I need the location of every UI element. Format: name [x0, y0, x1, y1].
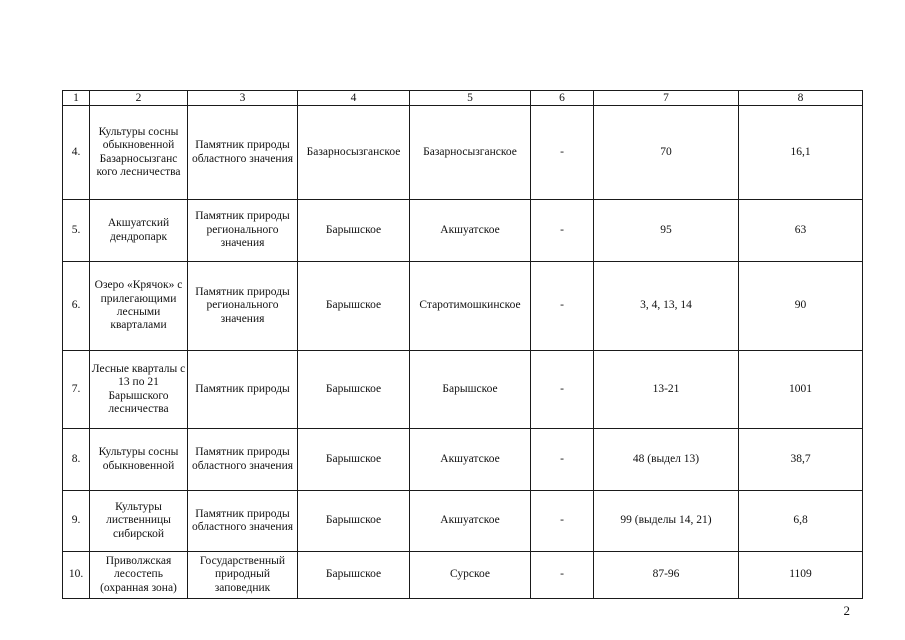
object-category: Памятник природы регионального значения: [188, 262, 298, 351]
object-name: Культуры сосны обыкновенной: [90, 429, 188, 491]
forestry: Базарносызганское: [298, 106, 410, 200]
table-row: [63, 552, 863, 599]
object-name: Озеро «Крячок» с прилегающими лесными кварталами: [90, 262, 188, 351]
column-header: 8: [739, 91, 863, 106]
quarters: 3, 4, 13, 14: [594, 262, 739, 351]
area: 1109: [739, 552, 863, 599]
object-category: Памятник природы областного значения: [188, 106, 298, 200]
column-6-value: -: [531, 106, 594, 200]
table-row: [63, 351, 863, 429]
quarters: 48 (выдел 13): [594, 429, 739, 491]
table-row: [63, 491, 863, 552]
column-header: 5: [410, 91, 531, 106]
column-6-value: -: [531, 200, 594, 262]
object-name: Акшуатский дендропарк: [90, 200, 188, 262]
row-number: 9.: [63, 491, 90, 552]
quarters: 95: [594, 200, 739, 262]
area: 1001: [739, 351, 863, 429]
column-header: 4: [298, 91, 410, 106]
object-name: Приволжская лесостепь (охранная зона): [90, 552, 188, 599]
table-row: [63, 262, 863, 351]
table-row: [63, 429, 863, 491]
column-6-value: -: [531, 552, 594, 599]
area: 38,7: [739, 429, 863, 491]
object-category: Памятник природы: [188, 351, 298, 429]
column-header: 6: [531, 91, 594, 106]
object-name: Культуры лиственницы сибирской: [90, 491, 188, 552]
column-6-value: -: [531, 351, 594, 429]
object-name: Культуры сосны обыкновенной Базарносызганс кого лесничества: [90, 106, 188, 200]
column-header: 1: [63, 91, 90, 106]
protected-areas-table: [62, 90, 863, 599]
district-forestry: Барышское: [410, 351, 531, 429]
district-forestry: Акшуатское: [410, 429, 531, 491]
column-6-value: -: [531, 429, 594, 491]
district-forestry: Акшуатское: [410, 491, 531, 552]
column-header: 3: [188, 91, 298, 106]
district-forestry: Базарносызганское: [410, 106, 531, 200]
object-category: Памятник природы областного значения: [188, 429, 298, 491]
quarters: 87-96: [594, 552, 739, 599]
object-category: Государственный природный заповедник: [188, 552, 298, 599]
column-header: 2: [90, 91, 188, 106]
object-category: Памятник природы областного значения: [188, 491, 298, 552]
page-number: 2: [843, 603, 850, 618]
area: 90: [739, 262, 863, 351]
quarters: 70: [594, 106, 739, 200]
row-number: 8.: [63, 429, 90, 491]
row-number: 10.: [63, 552, 90, 599]
area: 6,8: [739, 491, 863, 552]
forestry: Барышское: [298, 351, 410, 429]
column-6-value: -: [531, 491, 594, 552]
table-header-row: [63, 91, 863, 106]
district-forestry: Старотимошкинское: [410, 262, 531, 351]
object-category: Памятник природы регионального значения: [188, 200, 298, 262]
row-number: 7.: [63, 351, 90, 429]
row-number: 5.: [63, 200, 90, 262]
district-forestry: Акшуатское: [410, 200, 531, 262]
table-row: [63, 106, 863, 200]
column-header: 7: [594, 91, 739, 106]
area: 63: [739, 200, 863, 262]
table-row: [63, 200, 863, 262]
district-forestry: Сурское: [410, 552, 531, 599]
forestry: Барышское: [298, 429, 410, 491]
row-number: 4.: [63, 106, 90, 200]
forestry: Барышское: [298, 552, 410, 599]
object-name: Лесные кварталы с 13 по 21 Барышского лесничества: [90, 351, 188, 429]
quarters: 99 (выделы 14, 21): [594, 491, 739, 552]
column-6-value: -: [531, 262, 594, 351]
forestry: Барышское: [298, 262, 410, 351]
area: 16,1: [739, 106, 863, 200]
forestry: Барышское: [298, 200, 410, 262]
forestry: Барышское: [298, 491, 410, 552]
row-number: 6.: [63, 262, 90, 351]
quarters: 13-21: [594, 351, 739, 429]
